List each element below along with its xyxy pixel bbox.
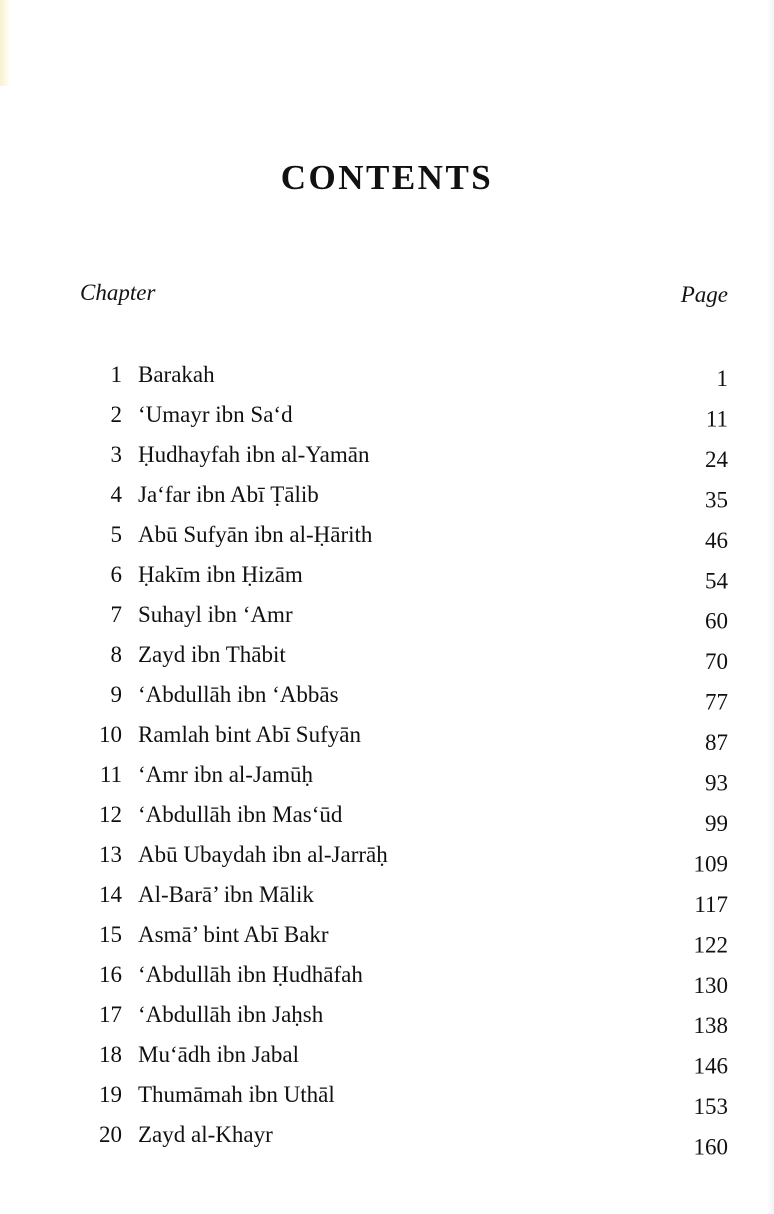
toc-entry-page-number: 160 (693, 1134, 728, 1160)
toc-entry-number: 3 (110, 442, 122, 467)
toc-entry-title: Abū Ubaydah ibn al-Jarrāḥ (138, 842, 388, 867)
toc-entry-number: 15 (99, 922, 122, 947)
toc-entry-number: 14 (99, 882, 122, 907)
toc-entry-page-number: 70 (705, 649, 728, 675)
toc-entry-title: Thumāmah ibn Uthāl (138, 1082, 335, 1107)
toc-entry-page-number: 54 (705, 568, 728, 594)
toc-entry-title: ‘Abdullāh ibn Mas‘ūd (138, 802, 343, 827)
toc-entry[interactable] (80, 515, 728, 555)
toc-entry-page-number: 60 (705, 608, 728, 634)
toc-entry[interactable] (80, 755, 728, 795)
column-header-page: Page (680, 282, 728, 307)
toc-entry-number: 17 (99, 1002, 122, 1027)
toc-entry-number: 7 (110, 602, 122, 627)
toc-entry-number: 11 (99, 762, 122, 787)
toc-entry[interactable] (80, 355, 728, 395)
toc-entry-page-number: 24 (705, 446, 728, 472)
toc-entry-title: Suhayl ibn ‘Amr (138, 602, 293, 627)
toc-entry[interactable] (80, 595, 728, 635)
toc-entry-title: Ja‘far ibn Abī Ṭālib (138, 482, 319, 507)
toc-entry-title: Abū Sufyān ibn al-Ḥārith (138, 522, 373, 547)
toc-entry[interactable] (80, 835, 728, 875)
toc-entry-title: Zayd al-Khayr (138, 1122, 273, 1147)
toc-entry[interactable] (80, 395, 728, 435)
toc-entry[interactable] (80, 915, 728, 958)
toc-entry[interactable] (80, 475, 728, 515)
toc-entry-page-number: 99 (705, 810, 728, 836)
toc-entry-title: Al-Barā’ ibn Mālik (138, 882, 314, 907)
toc-entry[interactable] (80, 995, 728, 1039)
toc-entry-page-number: 138 (693, 1013, 728, 1039)
toc-entry[interactable] (80, 1035, 728, 1079)
toc-entry-number: 4 (110, 482, 122, 507)
toc-entry[interactable] (80, 1115, 728, 1160)
toc-entry-page-number: 77 (705, 689, 728, 715)
toc-entry[interactable] (80, 435, 728, 475)
toc-entry-number: 10 (99, 722, 122, 747)
toc-entry[interactable] (80, 555, 728, 595)
toc-entry-title: ‘Abdullāh ibn Jaḥsh (138, 1002, 324, 1027)
toc-entry-page-number: 146 (693, 1053, 728, 1079)
toc-entry-page-number: 109 (693, 851, 728, 877)
toc-entry-page-number: 35 (705, 487, 728, 513)
toc-entry-page-number: 153 (693, 1094, 728, 1120)
toc-entry[interactable] (80, 955, 728, 998)
toc-entry-number: 9 (110, 682, 122, 707)
toc-entry-page-number: 122 (693, 932, 728, 958)
toc-entry[interactable] (80, 715, 728, 755)
toc-entry-number: 2 (110, 402, 122, 427)
toc-entry-title: Asmā’ bint Abī Bakr (138, 922, 329, 947)
toc-entry-number: 19 (99, 1082, 122, 1107)
toc-entry-title: ‘Abdullāh ibn ‘Abbās (138, 682, 339, 707)
column-headers (80, 280, 728, 310)
scan-edge-artifact-left (0, 0, 10, 86)
toc-entry-page-number: 46 (705, 527, 728, 553)
toc-entry[interactable] (80, 875, 728, 915)
toc-entry-title: Zayd ibn Thābit (138, 642, 286, 667)
toc-entry-title: ‘Umayr ibn Sa‘d (138, 402, 293, 427)
toc-entry-title: Mu‘ādh ibn Jabal (138, 1042, 299, 1067)
toc-entry[interactable] (80, 795, 728, 835)
toc-entry-title: Ramlah bint Abī Sufyān (138, 722, 361, 747)
column-header-chapter: Chapter (80, 280, 156, 305)
table-of-contents (80, 355, 728, 1160)
toc-entry-title: Ḥudhayfah ibn al-Yamān (138, 442, 370, 467)
toc-entry-page-number: 11 (705, 406, 728, 432)
toc-entry-page-number: 1 (716, 366, 728, 391)
toc-entry-page-number: 117 (694, 891, 728, 917)
toc-entry-number: 18 (99, 1042, 122, 1067)
toc-entry-number: 5 (110, 522, 122, 547)
toc-entry[interactable] (80, 635, 728, 675)
toc-entry[interactable] (80, 1075, 728, 1120)
toc-entry-title: ‘Abdullāh ibn Ḥudhāfah (138, 962, 363, 987)
toc-entry-title: Barakah (138, 362, 215, 387)
toc-entry-number: 16 (99, 962, 122, 987)
toc-entry-number: 1 (110, 362, 122, 387)
page-title: CONTENTS (280, 158, 494, 197)
toc-entry-page-number: 130 (693, 972, 728, 998)
toc-entry-page-number: 93 (705, 770, 728, 796)
toc-entry-number: 20 (99, 1122, 122, 1147)
toc-entry-title: ‘Amr ibn al-Jamūḥ (138, 762, 314, 787)
toc-entry-number: 12 (99, 802, 122, 827)
toc-entry-title: Ḥakīm ibn Ḥizām (138, 562, 303, 587)
toc-entry-number: 8 (110, 642, 122, 667)
toc-entry-number: 6 (110, 562, 122, 587)
toc-entry[interactable] (80, 675, 728, 715)
toc-entry-page-number: 87 (705, 730, 728, 756)
toc-entry-number: 13 (99, 842, 122, 867)
